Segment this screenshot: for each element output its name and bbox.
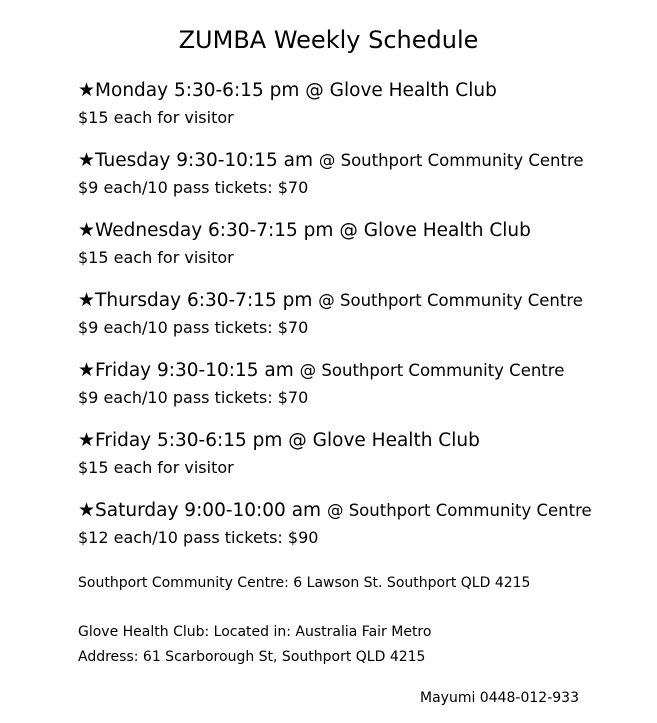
session-item (78, 427, 648, 479)
session-item (78, 287, 648, 339)
star-icon: ★ (78, 359, 96, 381)
session-day-time: Saturday 9:00-10:00 am (95, 500, 322, 521)
session-venue: @ Southport Community Centre (326, 501, 592, 520)
star-icon: ★ (78, 79, 96, 101)
session-heading (78, 77, 648, 103)
session-venue: @ Glove Health Club (305, 80, 497, 101)
contact-info: Mayumi 0448-012-933 (420, 690, 579, 706)
session-heading (78, 427, 648, 453)
page-title: ZUMBA Weekly Schedule (178, 26, 479, 54)
session-price: $9 each/10 pass tickets: $70 (78, 178, 309, 197)
session-price: $12 each/10 pass tickets: $90 (78, 528, 319, 547)
session-item (78, 77, 648, 129)
session-heading (78, 217, 648, 243)
session-item (78, 217, 648, 269)
glove-location: Glove Health Club: Located in: Australia Fair Metro (78, 624, 432, 640)
session-heading (78, 357, 648, 383)
session-heading (78, 287, 648, 313)
session-heading (78, 147, 648, 173)
star-icon: ★ (78, 429, 96, 451)
session-price: $15 each for visitor (78, 458, 234, 477)
session-venue: @ Southport Community Centre (318, 151, 584, 170)
session-day-time: Friday 5:30-6:15 pm (95, 430, 283, 451)
session-heading (78, 497, 648, 523)
session-day-time: Thursday 6:30-7:15 pm (95, 290, 313, 311)
star-icon: ★ (78, 219, 96, 241)
session-price: $15 each for visitor (78, 248, 234, 267)
session-day-time: Monday 5:30-6:15 pm (95, 80, 300, 101)
session-venue: @ Glove Health Club (339, 220, 531, 241)
star-icon: ★ (78, 289, 96, 311)
session-day-time: Tuesday 9:30-10:15 am (95, 150, 313, 171)
star-icon: ★ (78, 499, 96, 521)
star-icon: ★ (78, 149, 96, 171)
session-venue: @ Glove Health Club (288, 430, 480, 451)
session-price: $15 each for visitor (78, 108, 234, 127)
session-price: $9 each/10 pass tickets: $70 (78, 318, 309, 337)
session-day-time: Wednesday 6:30-7:15 pm (95, 220, 334, 241)
southport-address: Southport Community Centre: 6 Lawson St. Southport QLD 4215 (78, 575, 531, 591)
session-venue: @ Southport Community Centre (299, 361, 565, 380)
session-venue: @ Southport Community Centre (318, 291, 583, 310)
session-item (78, 497, 648, 549)
glove-address: Address: 61 Scarborough St, Southport QLD 4215 (78, 649, 426, 665)
session-price: $9 each/10 pass tickets: $70 (78, 388, 309, 407)
session-item (78, 357, 648, 409)
session-item (78, 147, 648, 199)
session-day-time: Friday 9:30-10:15 am (95, 360, 294, 381)
